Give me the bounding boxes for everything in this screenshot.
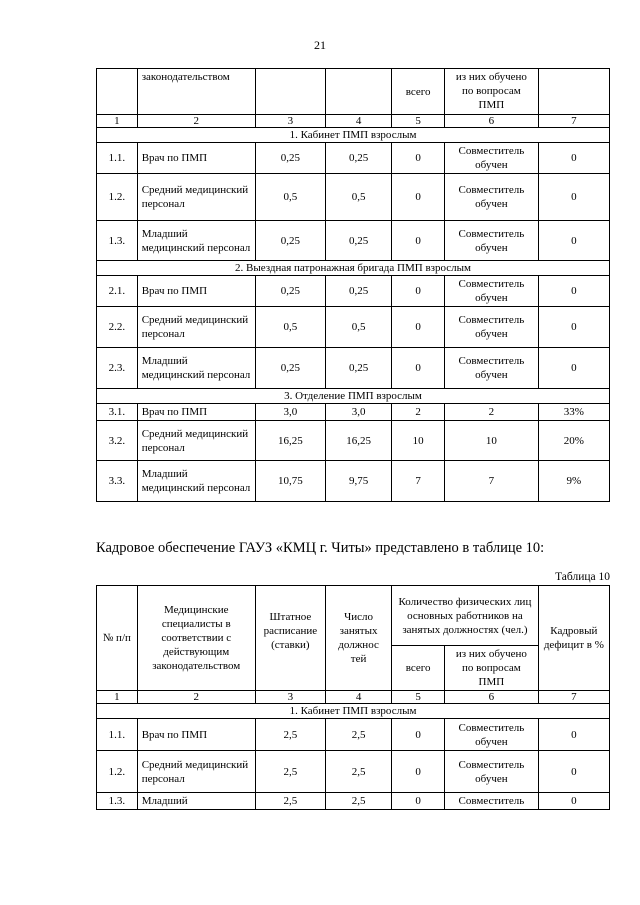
row-number: 2.2. [97, 307, 138, 348]
row-number: 3.3. [97, 461, 138, 502]
column-number: 6 [445, 115, 539, 128]
employees-total: 0 [392, 221, 445, 261]
staff-deficit: 0 [538, 348, 609, 389]
section-title: 1. Кабинет ПМП взрослым [97, 704, 610, 719]
column-number: 4 [325, 115, 391, 128]
header-row [97, 586, 610, 646]
staff-rate: 2,5 [255, 751, 325, 793]
staff-rate: 3,0 [255, 404, 325, 421]
specialist-name: Младший медицинский персонал [137, 348, 255, 389]
header-deficit: Кадровый дефицит в % [538, 586, 609, 691]
specialist-name: Младший медицинский персонал [137, 461, 255, 502]
header-specialists: Медицинские специалисты в соответствии с действующим законодательством [137, 586, 255, 691]
staff-rate: 0,5 [255, 174, 325, 221]
table-row [97, 307, 610, 348]
specialist-name: Врач по ПМП [137, 404, 255, 421]
section-title: 3. Отделение ПМП взрослым [97, 389, 610, 404]
section-row [97, 704, 610, 719]
row-number: 1.1. [97, 143, 138, 174]
staff-deficit: 0 [538, 719, 609, 751]
column-number: 3 [255, 115, 325, 128]
table-row [97, 143, 610, 174]
column-numbers-row [97, 691, 610, 704]
employees-total: 0 [392, 307, 445, 348]
staff-rate: 0,25 [255, 276, 325, 307]
employees-total: 0 [392, 276, 445, 307]
employees-trained: Совместитель обучен [445, 174, 539, 221]
occupied-positions: 0,5 [325, 307, 391, 348]
staff-deficit: 9% [538, 461, 609, 502]
column-number: 2 [137, 691, 255, 704]
column-number: 5 [392, 691, 445, 704]
employees-total: 0 [392, 793, 445, 810]
staff-rate: 2,5 [255, 719, 325, 751]
table-row [97, 461, 610, 502]
employees-total: 10 [392, 421, 445, 461]
employees-trained: Совместитель обучен [445, 719, 539, 751]
occupied-positions: 2,5 [325, 793, 391, 810]
staff-rate: 10,75 [255, 461, 325, 502]
staff-deficit: 0 [538, 751, 609, 793]
column-number: 1 [97, 115, 138, 128]
row-number: 1.1. [97, 719, 138, 751]
occupied-positions: 16,25 [325, 421, 391, 461]
employees-trained: Совместитель обучен [445, 307, 539, 348]
table-row [97, 793, 610, 810]
employees-trained: Совместитель обучен [445, 221, 539, 261]
specialist-name: Средний медицинский персонал [137, 421, 255, 461]
employees-total: 0 [392, 174, 445, 221]
table-row [97, 174, 610, 221]
section-row [97, 389, 610, 404]
staff-deficit: 0 [538, 221, 609, 261]
staff-deficit: 0 [538, 307, 609, 348]
column-number: 7 [538, 115, 609, 128]
table-row [97, 348, 610, 389]
column-number: 4 [325, 691, 391, 704]
row-number: 2.3. [97, 348, 138, 389]
section-title: 2. Выездная патронажная бригада ПМП взрослым [97, 261, 610, 276]
table-row [97, 421, 610, 461]
header-trained: из них обучено по вопросам ПМП [445, 646, 539, 691]
employees-total: 7 [392, 461, 445, 502]
employees-total: 0 [392, 143, 445, 174]
column-number: 1 [97, 691, 138, 704]
staff-deficit: 0 [538, 276, 609, 307]
staff-deficit: 0 [538, 174, 609, 221]
employees-trained: Совместитель обучен [445, 143, 539, 174]
staff-rate: 16,25 [255, 421, 325, 461]
employees-trained: Совместитель [445, 793, 539, 810]
table-row [97, 404, 610, 421]
row-number: 3.2. [97, 421, 138, 461]
table-row [97, 276, 610, 307]
row-number: 1.3. [97, 793, 138, 810]
employees-total: 2 [392, 404, 445, 421]
staff-rate: 0,25 [255, 143, 325, 174]
header-trained: из них обучено по вопросам ПМП [445, 69, 539, 115]
employees-trained: Совместитель обучен [445, 276, 539, 307]
staff-rate: 0,5 [255, 307, 325, 348]
specialist-name: Средний медицинский персонал [137, 174, 255, 221]
column-numbers-row [97, 115, 610, 128]
row-number: 1.2. [97, 174, 138, 221]
occupied-positions: 2,5 [325, 751, 391, 793]
staffing-table-10 [96, 585, 610, 810]
occupied-positions: 0,25 [325, 276, 391, 307]
employees-trained: 10 [445, 421, 539, 461]
row-number: 2.1. [97, 276, 138, 307]
section-title: 1. Кабинет ПМП взрослым [97, 128, 610, 143]
staff-deficit: 33% [538, 404, 609, 421]
section-row [97, 128, 610, 143]
staff-rate: 2,5 [255, 793, 325, 810]
row-number: 1.2. [97, 751, 138, 793]
header-specialists-tail: законодательством [137, 69, 255, 115]
specialist-name: Младший [137, 793, 255, 810]
specialist-name: Средний медицинский персонал [137, 751, 255, 793]
staff-deficit: 20% [538, 421, 609, 461]
row-number: 1.3. [97, 221, 138, 261]
column-number: 7 [538, 691, 609, 704]
specialist-name: Врач по ПМП [137, 719, 255, 751]
employees-trained: Совместитель обучен [445, 751, 539, 793]
employees-total: 0 [392, 348, 445, 389]
staffing-table-continued [96, 68, 610, 502]
header-group: Количество физических лиц основных работников на занятых должностях (чел.) [392, 586, 539, 646]
table-row [97, 221, 610, 261]
specialist-name: Врач по ПМП [137, 143, 255, 174]
specialist-name: Врач по ПМП [137, 276, 255, 307]
employees-trained: 7 [445, 461, 539, 502]
row-number: 3.1. [97, 404, 138, 421]
occupied-positions: 3,0 [325, 404, 391, 421]
header-positions: Число занятых должнос тей [325, 586, 391, 691]
table-caption: Таблица 10 [555, 571, 610, 583]
staff-rate: 0,25 [255, 221, 325, 261]
staff-deficit: 0 [538, 143, 609, 174]
staff-rate: 0,25 [255, 348, 325, 389]
employees-total: 0 [392, 719, 445, 751]
table-row [97, 719, 610, 751]
occupied-positions: 2,5 [325, 719, 391, 751]
intro-paragraph: Кадровое обеспечение ГАУЗ «КМЦ г. Читы» представлено в таблице 10: [96, 540, 545, 556]
header-total: всего [392, 69, 445, 115]
occupied-positions: 0,5 [325, 174, 391, 221]
specialist-name: Средний медицинский персонал [137, 307, 255, 348]
column-number: 2 [137, 115, 255, 128]
header-row-tail [97, 69, 610, 115]
employees-total: 0 [392, 751, 445, 793]
staff-deficit: 0 [538, 793, 609, 810]
column-number: 6 [445, 691, 539, 704]
section-row [97, 261, 610, 276]
employees-trained: 2 [445, 404, 539, 421]
header-staff: Штатное расписание (ставки) [255, 586, 325, 691]
header-total: всего [392, 646, 445, 691]
specialist-name: Младший медицинский персонал [137, 221, 255, 261]
table-row [97, 751, 610, 793]
page-number: 21 [314, 38, 326, 52]
occupied-positions: 0,25 [325, 348, 391, 389]
occupied-positions: 9,75 [325, 461, 391, 502]
occupied-positions: 0,25 [325, 143, 391, 174]
employees-trained: Совместитель обучен [445, 348, 539, 389]
column-number: 5 [392, 115, 445, 128]
column-number: 3 [255, 691, 325, 704]
header-num: № п/п [97, 586, 138, 691]
occupied-positions: 0,25 [325, 221, 391, 261]
